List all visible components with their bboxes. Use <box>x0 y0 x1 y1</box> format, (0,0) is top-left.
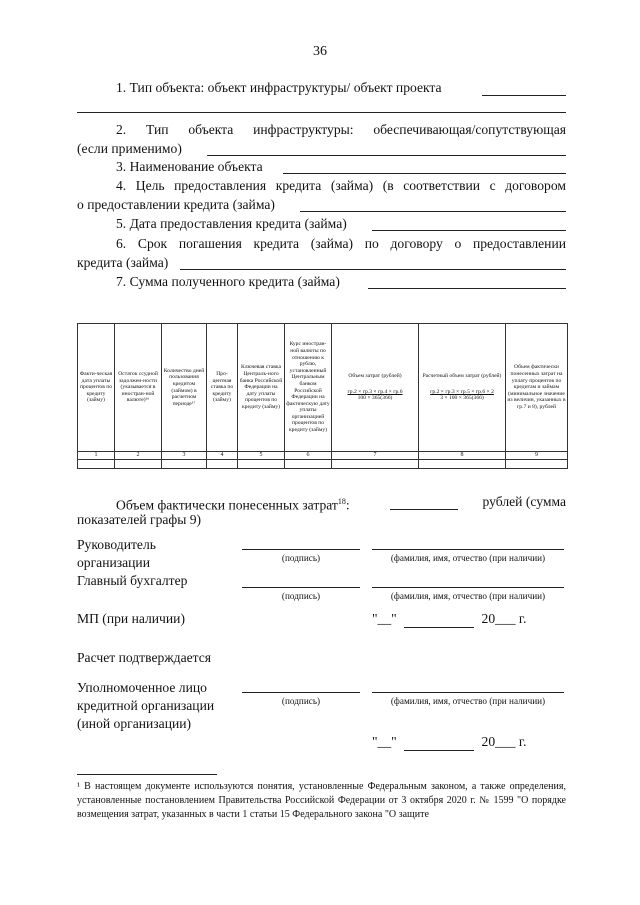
item-1-blank[interactable] <box>482 95 566 96</box>
col-3-header: Количество дней пользования кредитом (займом) в расчетном периоде¹⁷ <box>162 324 207 452</box>
table-cell[interactable] <box>238 460 285 469</box>
col-number: 4 <box>207 452 238 460</box>
footnote-separator <box>77 774 217 775</box>
auth-sign-caption: (подпись) <box>281 696 321 706</box>
auth-label-2: кредитной организации <box>77 698 215 713</box>
auth-signature-line[interactable] <box>242 692 360 693</box>
head-name-caption: (фамилия, имя, отчество (при наличии) <box>390 553 546 563</box>
confirm-label: Расчет подтверждается <box>77 650 212 665</box>
col-number: 2 <box>115 452 162 460</box>
item-4-blank[interactable] <box>300 211 566 212</box>
item-6-line2: кредита (займа) <box>77 255 169 270</box>
cost-table <box>77 323 568 469</box>
col-number: 6 <box>285 452 332 460</box>
item-6-line1: 6. Срок погашения кредита (займа) по договору о предоставлении <box>116 236 566 251</box>
date-2-month-blank[interactable] <box>404 733 474 751</box>
head-label-2: организации <box>77 555 150 570</box>
item-1-blank-2[interactable] <box>77 112 566 113</box>
head-label-1: Руководитель <box>77 537 156 552</box>
item-4-line2: о предоставлении кредита (займа) <box>77 197 275 212</box>
auth-name-line[interactable] <box>372 692 564 693</box>
auth-name-caption: (фамилия, имя, отчество (при наличии) <box>390 696 546 706</box>
col-5-header: Ключевая ставка Централь-ного банка Российской Федерации на дату уплаты процентов по кредиту (займу) <box>238 324 285 452</box>
col-number: 9 <box>506 452 568 460</box>
col-7-formula-den: 100 × 365(366) <box>357 395 393 402</box>
table-cell[interactable] <box>162 460 207 469</box>
col-8-formula-num: гр.2 × гр.3 × гр.5 × гр.6 × 2 <box>430 388 494 395</box>
table-cell[interactable] <box>78 460 115 469</box>
accountant-name-line[interactable] <box>372 587 564 588</box>
auth-label-1: Уполномоченное лицо <box>77 680 207 695</box>
table-cell[interactable] <box>285 460 332 469</box>
date-2: "__" 20___ г. <box>372 734 527 749</box>
auth-label-3: (иной организации) <box>77 716 192 731</box>
col-8-title: Расчетный объем затрат (рублей) <box>422 373 502 380</box>
col-4-header: Про-центная ставка по кредиту (займу) <box>207 324 238 452</box>
accountant-label: Главный бухгалтер <box>77 573 188 588</box>
item-5-blank[interactable] <box>372 230 566 231</box>
table-row <box>78 460 568 469</box>
item-3-blank[interactable] <box>283 173 566 174</box>
table-cell[interactable] <box>207 460 238 469</box>
item-4-line1: 4. Цель предоставления кредита (займа) (в соответствии с договором <box>116 178 566 193</box>
col-8-header <box>419 324 506 452</box>
total-line-2: показателей графы 9) <box>77 512 202 527</box>
head-sign-caption: (подпись) <box>281 553 321 563</box>
item-3: 3. Наименование объекта <box>116 159 263 174</box>
item-5: 5. Дата предоставления кредита (займа) <box>116 216 347 231</box>
stamp-label: МП (при наличии) <box>77 611 185 626</box>
item-2-line2: (если применимо) <box>77 141 182 156</box>
col-7-header <box>332 324 419 452</box>
col-number: 7 <box>332 452 419 460</box>
accountant-sign-caption: (подпись) <box>281 591 321 601</box>
col-number: 3 <box>162 452 207 460</box>
item-1: 1. Тип объекта: объект инфраструктуры/ объект проекта <box>116 80 442 95</box>
total-line-1: Объем фактически понесенных затрат$^{18}$: <box>116 497 350 513</box>
table-cell[interactable] <box>506 460 568 469</box>
accountant-signature-line[interactable] <box>242 587 360 588</box>
table-cell[interactable] <box>332 460 419 469</box>
item-6-blank[interactable] <box>180 269 566 270</box>
col-number: 5 <box>238 452 285 460</box>
item-2-line1: 2. Тип объекта инфраструктуры: обеспечивающая/сопутствующая <box>116 122 566 137</box>
date-1-month-blank[interactable] <box>404 610 474 628</box>
table-cell[interactable] <box>419 460 506 469</box>
col-9-header: Объем фактически понесенных затрат на уплату процентов по кредитам и займам (минимальное значение из величин, указанных в гр.7 и 8), рублей <box>506 324 568 452</box>
total-line-1-tail: рублей (сумма <box>482 494 566 509</box>
item-2-blank[interactable] <box>207 155 566 156</box>
col-number: 8 <box>419 452 506 460</box>
col-1-header: Факти-ческая дата уплаты процентов по кредиту (займу) <box>78 324 115 452</box>
item-7-blank[interactable] <box>368 288 566 289</box>
page-number: 36 <box>313 44 327 59</box>
col-7-title: Объем затрат (рублей) <box>348 373 402 380</box>
item-7: 7. Сумма полученного кредита (займа) <box>116 274 340 289</box>
col-8-formula-den: 3 × 100 × 365(366) <box>440 395 484 402</box>
footnote-text: ¹ В настоящем документе используются понятия, установленные Федеральным законом, а также определения, установленные постановлением Правительства Российской Федерации от 3 октября 2020 г. № 1599 "О порядке возмещения затрат, указанных в части 1 статьи 15 Федерального закона "О защите <box>77 781 566 820</box>
total-blank[interactable] <box>390 509 458 510</box>
head-name-line[interactable] <box>372 549 564 550</box>
accountant-name-caption: (фамилия, имя, отчество (при наличии) <box>390 591 546 601</box>
head-signature-line[interactable] <box>242 549 360 550</box>
table-number-row <box>78 452 568 460</box>
col-7-formula-num: гр.2 × гр.3 × гр.4 × гр.6 <box>347 388 403 395</box>
col-2-header: Остаток ссудной задолжен-ности (указывается в иностран-ной валюте)¹⁶ <box>115 324 162 452</box>
col-number: 1 <box>78 452 115 460</box>
col-6-header: Курс иностран-ной валюты по отношению к рублю, установленный Центральным банком Российской Федерации на фактическую дату уплаты организацией процентов по кредиту (займу) <box>285 324 332 452</box>
date-1: "__" 20___ г. <box>372 611 527 626</box>
table-cell[interactable] <box>115 460 162 469</box>
table-header-row <box>78 324 568 452</box>
